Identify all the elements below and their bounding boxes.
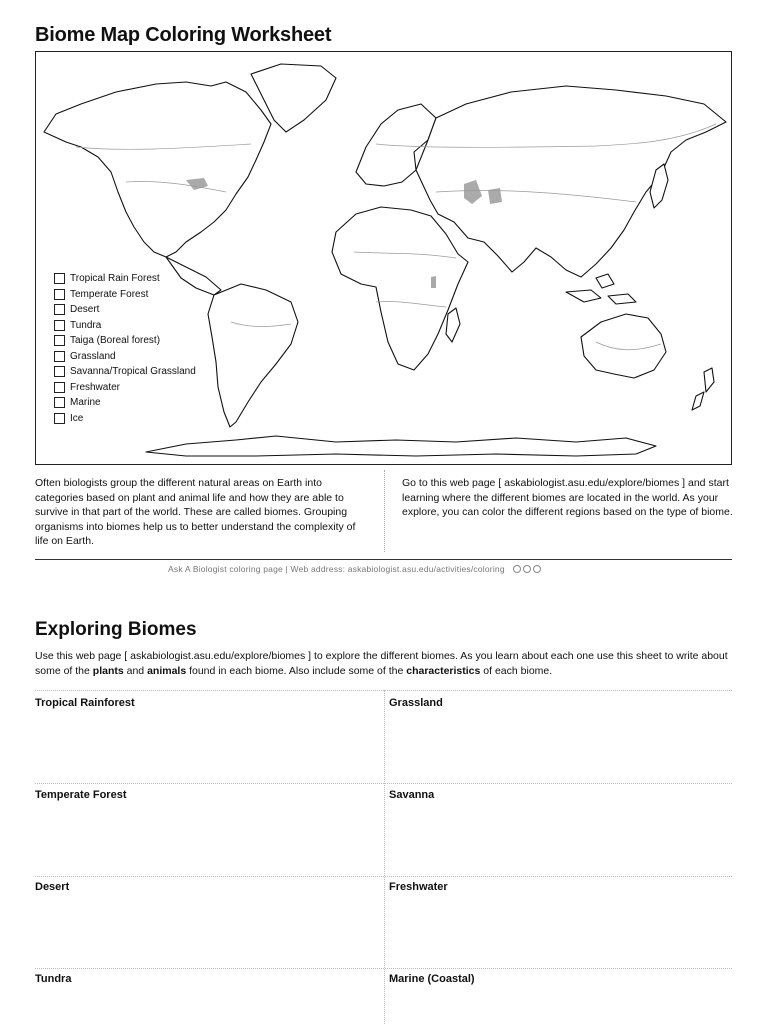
legend-checkbox[interactable]	[54, 320, 65, 331]
legend-label: Desert	[70, 304, 100, 316]
biome-notes-grid	[35, 690, 732, 1024]
cell-tropical-rainforest: Tropical Rainforest	[35, 697, 135, 709]
legend-checkbox[interactable]	[54, 304, 65, 315]
legend-checkbox[interactable]	[54, 382, 65, 393]
south-america-outline	[208, 284, 298, 427]
legend-label: Marine	[70, 397, 101, 409]
intro-divider	[384, 470, 385, 552]
cell-tundra: Tundra	[35, 973, 72, 985]
legend-label: Temperate Forest	[70, 288, 149, 300]
world-map	[35, 51, 732, 465]
legend-label: Taiga (Boreal forest)	[70, 335, 161, 347]
legend-checkbox[interactable]	[54, 335, 65, 346]
cell-grassland: Grassland	[389, 697, 443, 709]
legend-item	[54, 349, 196, 365]
indonesia-outline	[566, 274, 636, 304]
worksheet-title: Biome Map Coloring Worksheet	[35, 24, 332, 46]
intro-text-right: Go to this web page [ askabiologist.asu.edu/explore/biomes ] and start learning where the different biomes are located in the world. As your explore, you can color the different regions based on the type of biome.	[402, 477, 733, 519]
instruction-plants: plants	[92, 664, 124, 677]
legend-label: Grassland	[70, 350, 116, 362]
asia-outline	[416, 86, 726, 277]
legend-checkbox[interactable]	[54, 397, 65, 408]
legend-item	[54, 287, 196, 303]
new-zealand-outline	[692, 368, 714, 410]
legend-checkbox[interactable]	[54, 273, 65, 284]
instruction-characteristics: characteristics	[406, 664, 481, 677]
instruction-text: Use this web page [ askabiologist.asu.edu/explore/biomes ] to explore the different biomes. As you learn about each one use this sheet to write about some of the	[35, 650, 728, 677]
north-america-outline	[44, 82, 271, 257]
instruction-animals: animals	[147, 664, 187, 677]
instruction-text: of each biome.	[480, 664, 553, 677]
legend-label: Savanna/Tropical Grassland	[70, 366, 196, 378]
legend-item	[54, 411, 196, 427]
cell-desert: Desert	[35, 881, 70, 893]
instruction-text: found in each biome. Also include some of the	[186, 664, 407, 677]
antarctica-outline	[146, 436, 656, 456]
legend-label: Tundra	[70, 319, 102, 331]
footer-rule	[35, 559, 732, 560]
africa-outline	[332, 207, 468, 370]
african-lakes-shading	[431, 276, 436, 288]
legend-item	[54, 333, 196, 349]
legend-checkbox[interactable]	[54, 289, 65, 300]
cell-marine-coastal: Marine (Coastal)	[389, 973, 475, 985]
legend-item	[54, 364, 196, 380]
cell-temperate-forest: Temperate Forest	[35, 789, 127, 801]
cell-savanna: Savanna	[389, 789, 435, 801]
legend-item	[54, 302, 196, 318]
legend-item	[54, 271, 196, 287]
exploring-title: Exploring Biomes	[35, 619, 197, 640]
intro-text-left: Often biologists group the different natural areas on Earth into categories based on plant and animal life and how they are able to survive in that part of the world. These are called biomes. Grouping organisms into biomes help us to better understand the complexity of life on Earth.	[35, 477, 356, 548]
legend-label: Freshwater	[70, 381, 121, 393]
footer-note-text: Ask A Biologist coloring page | Web address: askabiologist.asu.edu/activities/coloring	[168, 564, 505, 574]
cell-freshwater: Freshwater	[389, 881, 448, 893]
exploring-instructions	[35, 649, 735, 678]
grid-divider	[384, 690, 385, 1024]
legend-checkbox[interactable]	[54, 351, 65, 362]
legend-item	[54, 318, 196, 334]
legend-item	[54, 395, 196, 411]
legend-label: Ice	[70, 412, 84, 424]
legend	[54, 271, 196, 426]
footer-note	[168, 564, 541, 574]
legend-label: Tropical Rain Forest	[70, 273, 160, 285]
license-icon	[513, 565, 541, 573]
instruction-text: and	[123, 664, 148, 677]
legend-checkbox[interactable]	[54, 413, 65, 424]
madagascar-outline	[446, 308, 460, 342]
legend-item	[54, 380, 196, 396]
legend-checkbox[interactable]	[54, 366, 65, 377]
